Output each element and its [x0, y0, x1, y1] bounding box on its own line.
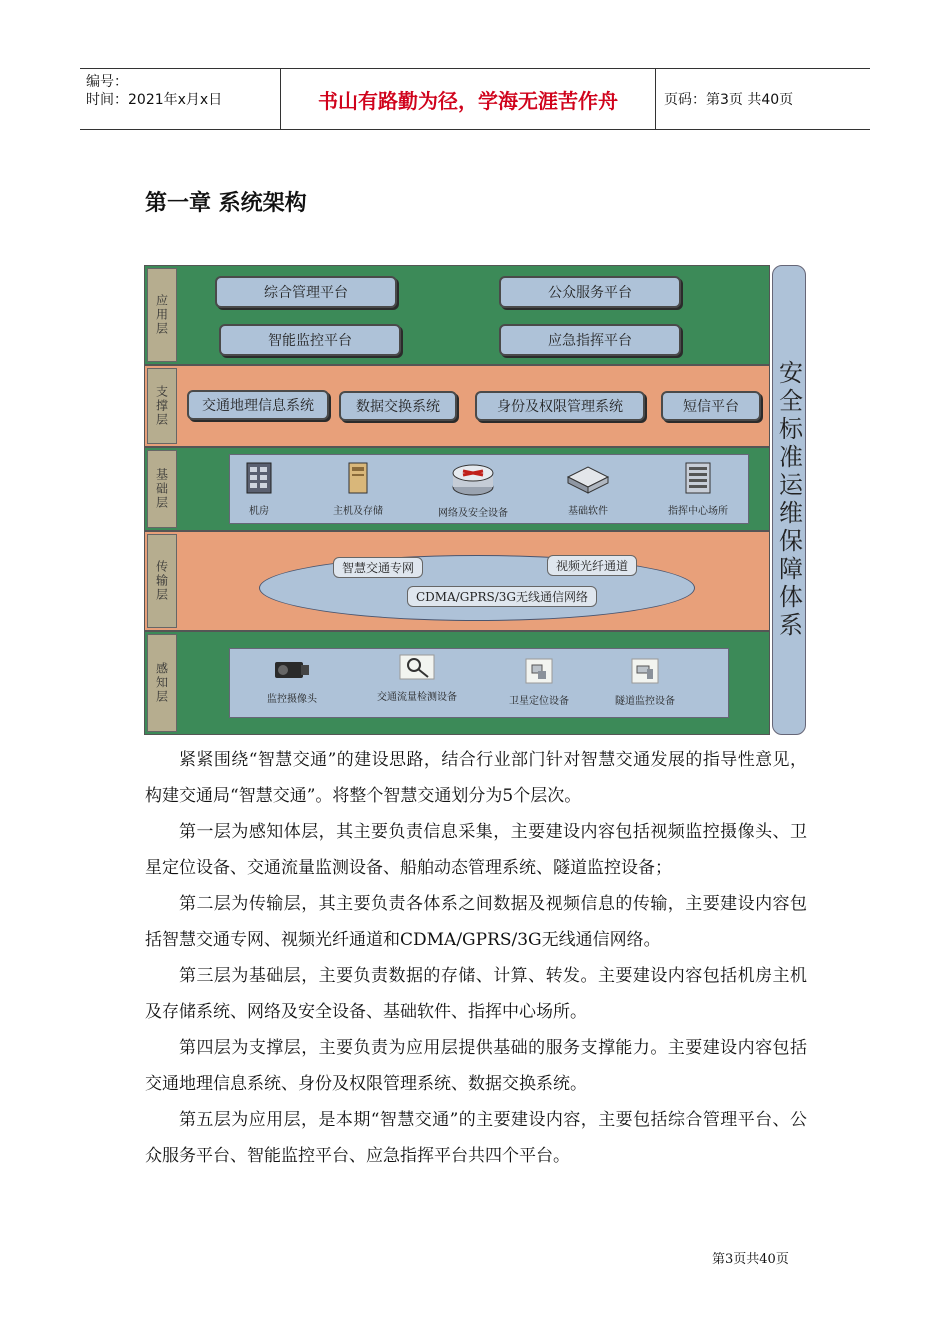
system-box: 短信平台 [661, 391, 761, 421]
page-footer: 第3页共40页 [712, 1252, 789, 1267]
infra-item [428, 459, 518, 519]
security-sidebar [772, 265, 806, 735]
sensing-panel [229, 648, 729, 718]
infra-item-label: 基础软件 [568, 506, 608, 517]
platform-box: 应急指挥平台 [499, 324, 681, 356]
network-tag: 视频光纤通道 [547, 555, 637, 576]
infra-item [654, 461, 742, 517]
gps-device-icon [524, 657, 554, 685]
network-tag: CDMA/GPRS/3G无线通信网络 [407, 586, 597, 607]
platform-box: 公众服务平台 [499, 276, 681, 308]
sensor-item-label: 交通流量检测设备 [377, 692, 457, 703]
paragraph: 第二层为传输层，其主要负责各体系之间数据及视频信息的传输，主要建设内容包括智慧交通专网、视频光纤通道和CDMA/GPRS/3G无线通信网络。 [145, 894, 807, 950]
sidebar-label: 安全标准运维保障体系 [774, 360, 803, 640]
system-box: 身份及权限管理系统 [475, 391, 645, 421]
layer-label: 基础层 [147, 450, 177, 528]
software-appliance-icon [564, 461, 612, 495]
sensor-item-label: 隧道监控设备 [615, 696, 675, 707]
system-box: 数据交换系统 [339, 391, 457, 421]
camera-icon [273, 657, 311, 683]
application-layer [144, 265, 770, 365]
sensor-item [600, 657, 690, 707]
time-label: 时间：2021年x月x日 [86, 92, 223, 108]
sensor-item [362, 653, 472, 703]
infra-item-label: 主机及存储 [333, 506, 383, 517]
server-room-icon [245, 461, 273, 495]
body-text [145, 742, 807, 1174]
layer-label: 传输层 [147, 534, 177, 628]
infra-item-label: 指挥中心场所 [668, 506, 728, 517]
paragraph: 紧紧围绕“智慧交通”的建设思路，结合行业部门针对智慧交通发展的指导性意见，构建交通局“智慧交通”。将整个智慧交通划分为5个层次。 [145, 750, 807, 806]
paragraph: 第四层为支撑层，主要负责为应用层提供基础的服务支撑能力。主要建设内容包括交通地理信息系统、身份及权限管理系统、数据交换系统。 [145, 1038, 807, 1094]
sensor-item [252, 657, 332, 705]
platform-box: 综合管理平台 [215, 276, 397, 308]
infrastructure-panel [229, 454, 749, 524]
tunnel-monitor-icon [630, 657, 660, 685]
command-center-icon [683, 461, 713, 495]
layer-label: 感知层 [147, 634, 177, 732]
header-page-info: 页码：第3页 共40页 [664, 92, 794, 108]
sensor-item-label: 卫星定位设备 [509, 696, 569, 707]
layer-label: 应用层 [147, 268, 177, 362]
infra-item [326, 461, 390, 517]
infra-item-label: 网络及安全设备 [438, 508, 508, 519]
paragraph: 第三层为基础层，主要负责数据的存储、计算、转发。主要建设内容包括机房主机及存储系统、网络及安全设备、基础软件、指挥中心场所。 [145, 966, 807, 1022]
base-layer [144, 447, 770, 531]
header-motto: 书山有路勤为径，学海无涯苦作舟 [280, 69, 656, 129]
platform-box: 智能监控平台 [219, 324, 401, 356]
sensing-layer [144, 631, 770, 735]
traffic-detector-icon [398, 653, 436, 681]
architecture-diagram [144, 265, 806, 735]
page-header [80, 68, 870, 130]
header-meta [80, 69, 280, 129]
paragraph: 第五层为应用层，是本期“智慧交通”的主要建设内容，主要包括综合管理平台、公众服务平台、智能监控平台、应急指挥平台共四个平台。 [145, 1110, 807, 1166]
layer-label: 支撑层 [147, 368, 177, 444]
sensor-item [494, 657, 584, 707]
transport-layer [144, 531, 770, 631]
router-icon [451, 459, 495, 497]
infra-item [556, 461, 620, 517]
infra-item [234, 461, 284, 517]
sensor-item-label: 监控摄像头 [267, 694, 317, 705]
infra-item-label: 机房 [249, 506, 269, 517]
paragraph: 第一层为感知体层，其主要负责信息采集，主要建设内容包括视频监控摄像头、卫星定位设备、交通流量监测设备、船舶动态管理系统、隧道监控设备； [145, 822, 807, 878]
support-layer [144, 365, 770, 447]
network-tag: 智慧交通专网 [333, 557, 423, 578]
chapter-title: 第一章 系统架构 [145, 191, 307, 216]
system-box: 交通地理信息系统 [187, 390, 329, 420]
server-tower-icon [346, 461, 370, 495]
number-label: 编号： [86, 74, 128, 90]
